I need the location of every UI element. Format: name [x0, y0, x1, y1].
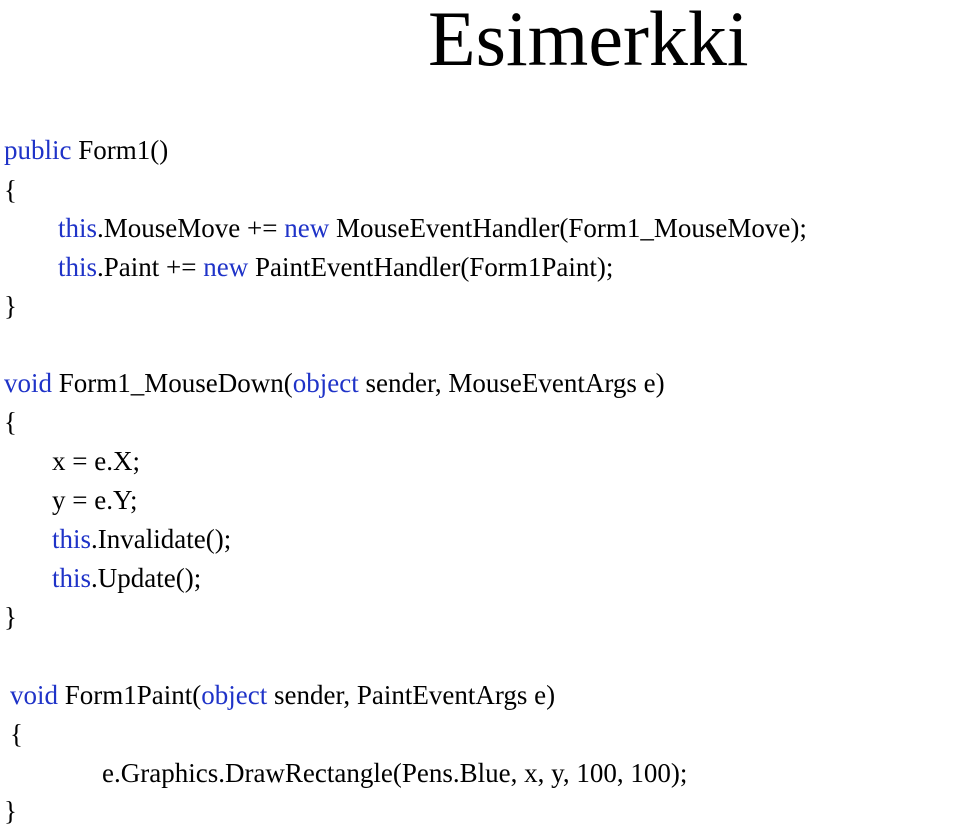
code-text: MouseEventHandler(Form1_MouseMove); [329, 213, 807, 243]
code-line-invalidate [52, 523, 231, 555]
code-line-mousemove-handler [58, 212, 807, 244]
keyword-new: new [203, 252, 249, 282]
code-line-update [52, 562, 201, 594]
code-line-assign-y [52, 484, 137, 516]
code-text: .Paint += [97, 252, 204, 282]
code-line-open-brace [4, 406, 17, 438]
close-brace: } [4, 291, 17, 321]
keyword-void: void [4, 368, 53, 398]
code-text: PaintEventHandler(Form1Paint); [248, 252, 614, 282]
code-text: sender, PaintEventArgs e) [267, 680, 556, 710]
open-brace: { [10, 719, 23, 749]
keyword-object: object [201, 680, 268, 710]
code-line-paint-handler [58, 251, 613, 283]
keyword-public: public [4, 135, 72, 165]
code-line-open-brace [4, 174, 17, 206]
keyword-this: this [58, 252, 98, 282]
code-line-draw-rectangle [102, 757, 687, 789]
code-text: .MouseMove += [97, 213, 285, 243]
code-line-mousedown-signature [4, 367, 665, 399]
keyword-this: this [52, 524, 92, 554]
keyword-this: this [52, 563, 92, 593]
code-text: .Invalidate(); [91, 524, 232, 554]
keyword-new: new [284, 213, 330, 243]
code-text: Form1() [71, 135, 169, 165]
code-text: x = e.X; [52, 446, 140, 476]
close-brace: } [4, 602, 17, 632]
code-line-form1-constructor [4, 134, 168, 166]
code-text: .Update(); [91, 563, 202, 593]
keyword-void: void [10, 680, 59, 710]
open-brace: { [4, 175, 17, 205]
code-text: Form1_MouseDown( [52, 368, 293, 398]
keyword-object: object [292, 368, 359, 398]
code-line-open-brace [10, 718, 23, 750]
code-line-paint-signature [10, 679, 555, 711]
code-text: y = e.Y; [52, 485, 138, 515]
keyword-this: this [58, 213, 98, 243]
code-text: sender, MouseEventArgs e) [358, 368, 665, 398]
code-line-assign-x [52, 445, 140, 477]
slide-title: Esimerkki [428, 0, 749, 82]
code-text: e.Graphics.DrawRectangle(Pens.Blue, x, y, 100, 100); [102, 758, 688, 788]
close-brace: } [4, 796, 17, 826]
code-line-close-brace [4, 290, 17, 322]
code-text: Form1Paint( [58, 680, 202, 710]
code-line-close-brace [4, 601, 17, 633]
code-line-close-brace [4, 795, 17, 827]
open-brace: { [4, 407, 17, 437]
